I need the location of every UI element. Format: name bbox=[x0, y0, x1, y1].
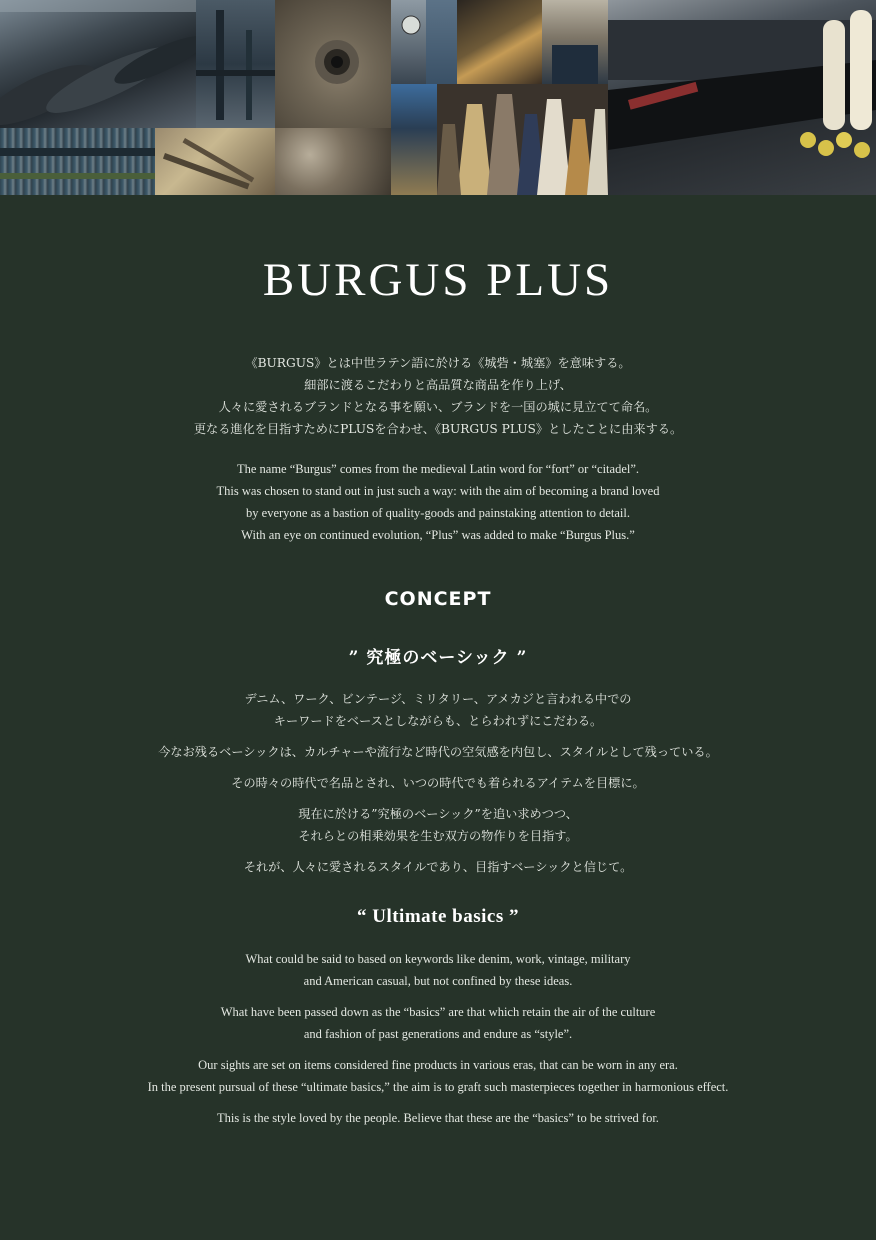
concept-ja-line: デニム、ワーク、ビンテージ、ミリタリー、アメカジと言われる中での bbox=[244, 692, 632, 706]
intro-en-line: This was chosen to stand out in just such a way: with the aim of becoming a brand loved bbox=[216, 484, 660, 498]
concept-en-body bbox=[0, 948, 876, 1138]
intro-ja-line: 人々に愛されるブランドとなる事を願い、ブランドを一国の城に見立てて命名。 bbox=[218, 400, 658, 414]
photo-tool-detail bbox=[391, 84, 437, 195]
concept-ja-line: その時々の時代で名品とされ、いつの時代でも着られるアイテムを目標に。 bbox=[231, 776, 645, 790]
intro-ja-line: 細部に渡るこだわりと高品質な商品を作り上げ、 bbox=[304, 378, 572, 392]
concept-en-line: What have been passed down as the “basics” are that which retain the air of the culture bbox=[220, 1005, 656, 1019]
main-content bbox=[0, 195, 876, 1240]
concept-ja-line: 現在に於ける”究極のベーシック”を追い求めつつ、 bbox=[298, 807, 578, 821]
brand-intro-ja bbox=[0, 352, 876, 440]
concept-en-paragraph bbox=[0, 1107, 876, 1129]
photo-thread-cones bbox=[437, 84, 608, 195]
rollers-graphic bbox=[0, 0, 196, 128]
photo-loom-machine bbox=[608, 0, 876, 195]
photo-gauge-machine bbox=[391, 0, 457, 84]
intro-ja-line: 更なる進化を目指すためにPLUSを合わせ、《BURGUS PLUS》としたことに由来する。 bbox=[193, 422, 683, 436]
photo-shuttle bbox=[457, 0, 542, 84]
concept-en-line: This is the style loved by the people. Believe that these are the “basics” to be strived for. bbox=[217, 1111, 659, 1125]
intro-ja-line: 《BURGUS》とは中世ラテン語に於ける《城砦・城塞》を意味する。 bbox=[245, 356, 631, 370]
concept-en-line: In the present pursual of these “ultimate basics,” the aim is to graft such masterpieces together in harmonious effect. bbox=[147, 1080, 729, 1094]
concept-en-line: and American casual, but not confined by these ideas. bbox=[303, 974, 573, 988]
concept-ja-line: 今なお残るベーシックは、カルチャーや流行など時代の空気感を内包し、スタイルとして残っている。 bbox=[158, 745, 718, 759]
concept-en-paragraph bbox=[0, 948, 876, 992]
concept-ja-line: それが、人々に愛されるスタイルであり、目指すベーシックと信じて。 bbox=[243, 860, 633, 874]
concept-ja-paragraph bbox=[0, 688, 876, 732]
concept-ja-paragraph bbox=[0, 741, 876, 763]
concept-en-line: What could be said to based on keywords like denim, work, vintage, military bbox=[245, 952, 631, 966]
concept-en-heading: “ Ultimate basics ” bbox=[356, 906, 519, 927]
photo-machine-frame bbox=[196, 0, 275, 128]
concept-ja-line: それらとの相乗効果を生む双方の物作りを目指す。 bbox=[298, 829, 578, 843]
header-photo-collage bbox=[0, 0, 876, 195]
photo-bolt-closeup bbox=[275, 0, 391, 128]
concept-ja-paragraph bbox=[0, 803, 876, 847]
brand-title: BURGUS PLUS bbox=[262, 254, 614, 306]
concept-ja-body bbox=[0, 688, 876, 887]
concept-en-paragraph bbox=[0, 1054, 876, 1098]
concept-ja-line: キーワードをベースとしながらも、とらわれずにこだわる。 bbox=[273, 714, 603, 728]
concept-ja-heading: ” 究極のベーシック ” bbox=[348, 648, 528, 668]
intro-en-line: The name “Burgus” comes from the medieval Latin word for “fort” or “citadel”. bbox=[236, 462, 640, 476]
intro-en-line: by everyone as a bastion of quality-goods and painstaking attention to detail. bbox=[246, 506, 630, 520]
photo-wrenches bbox=[155, 128, 275, 195]
concept-ja-paragraph bbox=[0, 856, 876, 878]
concept-en-paragraph bbox=[0, 1001, 876, 1045]
concept-heading: CONCEPT bbox=[384, 588, 492, 610]
brand-intro-en bbox=[0, 458, 876, 546]
photo-loom-rollers bbox=[0, 0, 196, 128]
intro-en-line: With an eye on continued evolution, “Plus” was added to make “Burgus Plus.” bbox=[241, 528, 635, 542]
photo-warp-threads bbox=[0, 128, 155, 195]
concept-ja-paragraph bbox=[0, 772, 876, 794]
concept-en-line: Our sights are set on items considered fine products in various eras, that can be worn in any era. bbox=[198, 1058, 678, 1072]
photo-fabric-texture bbox=[275, 128, 391, 195]
concept-en-line: and fashion of past generations and endure as “style”. bbox=[303, 1027, 573, 1041]
photo-operator bbox=[542, 0, 608, 84]
